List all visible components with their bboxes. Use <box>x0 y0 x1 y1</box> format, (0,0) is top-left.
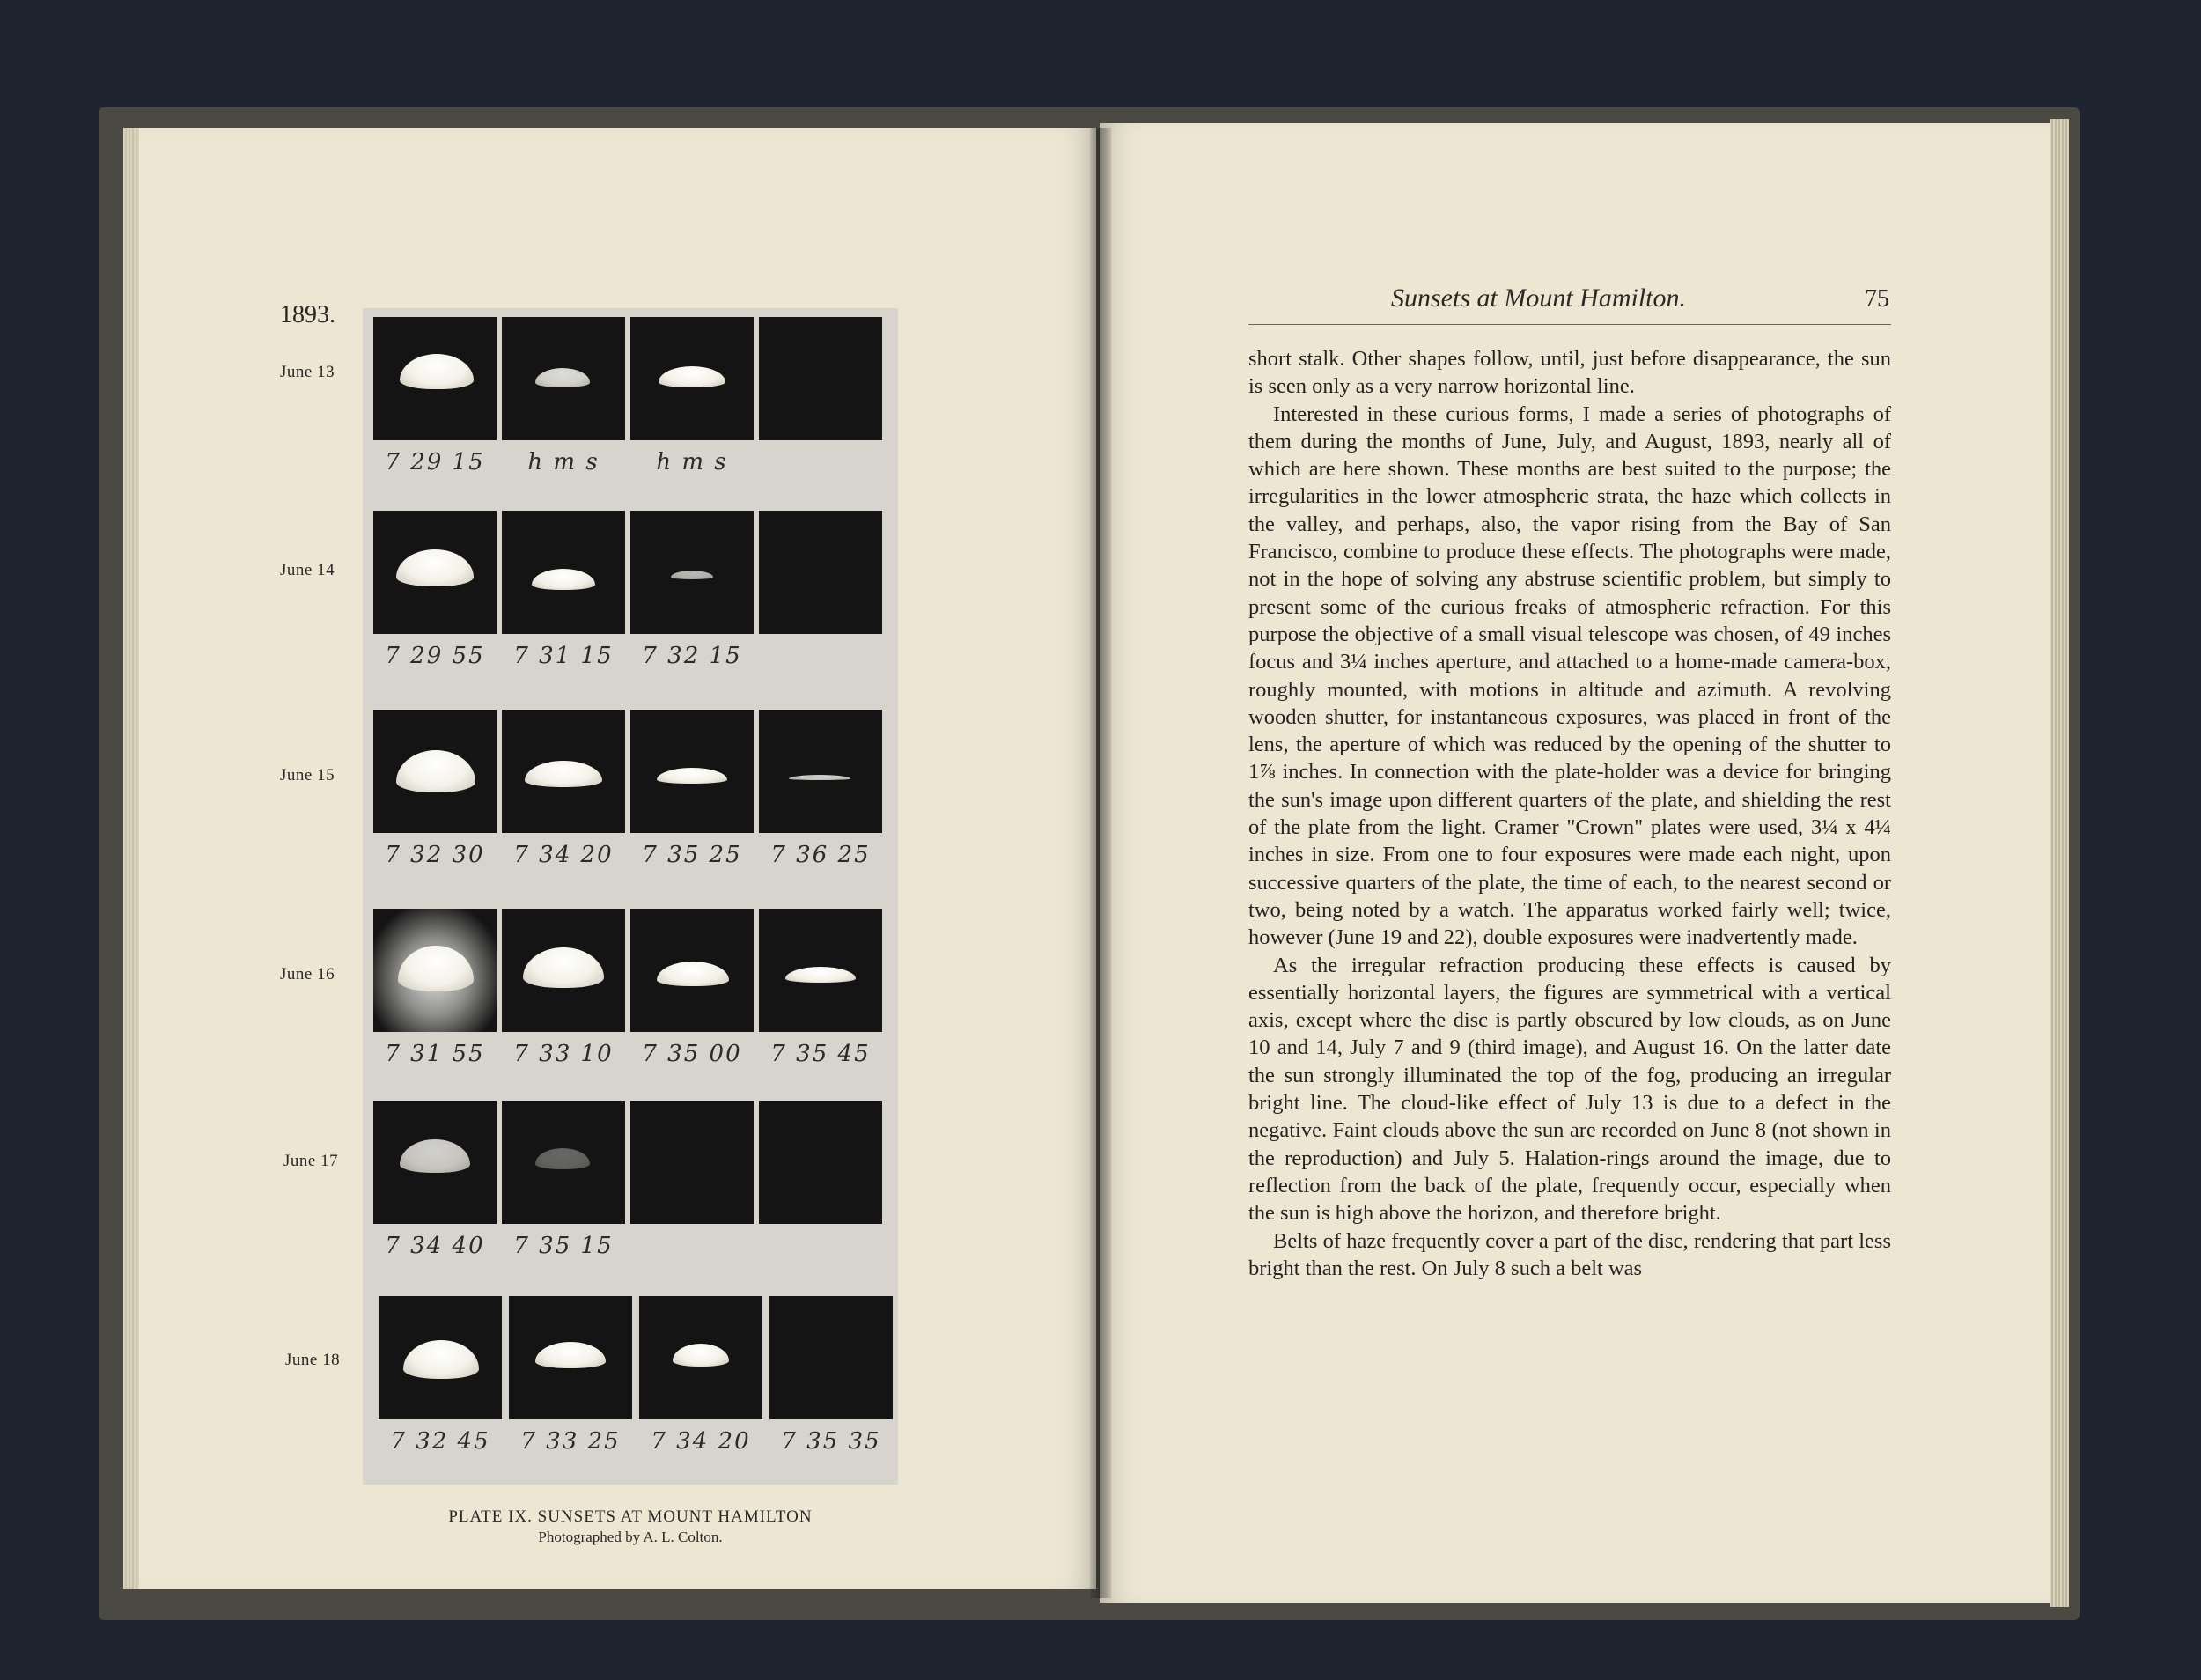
date-label: June 15 <box>280 766 335 785</box>
date-label: June 16 <box>280 965 335 984</box>
sun-photo <box>502 511 625 634</box>
photo-plate <box>363 308 898 1485</box>
exposure-time: 7 35 45 <box>770 1041 871 1067</box>
exposure-time: 7 35 35 <box>781 1428 881 1455</box>
book-gutter <box>1090 128 1111 1598</box>
sun-photo <box>373 1101 497 1224</box>
sun-photo <box>630 710 754 833</box>
right-page-edge <box>2050 119 2069 1607</box>
sun-photo-empty <box>759 511 882 634</box>
exposure-time: 7 32 45 <box>390 1428 490 1455</box>
sun-photo <box>630 511 754 634</box>
exposure-time: 7 34 20 <box>513 842 614 868</box>
exposure-time: 7 31 15 <box>513 643 614 669</box>
sun-photo-empty <box>759 1101 882 1224</box>
plate-row-june-17 <box>363 1092 898 1284</box>
sun-photo <box>759 909 882 1032</box>
exposure-time: 7 34 20 <box>651 1428 751 1455</box>
sun-photo <box>373 317 497 440</box>
date-label: June 18 <box>285 1351 341 1369</box>
sun-photo <box>509 1296 632 1419</box>
paragraph: short stalk. Other shapes follow, until, just before disappearance, the sun is seen only as a very narrow horizontal line. <box>1248 347 1891 399</box>
date-label: June 13 <box>280 363 335 381</box>
left-page-edge <box>123 128 139 1589</box>
plate-row-june-14 <box>363 502 898 694</box>
exposure-time: 7 35 15 <box>513 1233 614 1259</box>
sun-photo <box>759 710 882 833</box>
exposure-time: 7 34 40 <box>385 1233 485 1259</box>
sun-photo-empty <box>769 1296 893 1419</box>
exposure-time: h m s <box>527 449 600 475</box>
exposure-time: 7 35 25 <box>642 842 742 868</box>
plate-credit: Photographed by A. L. Colton. <box>538 1529 723 1545</box>
sun-photo <box>502 909 625 1032</box>
exposure-time: 7 32 30 <box>385 842 485 868</box>
page-number: 75 <box>1865 285 1889 313</box>
paragraph: As the irregular refraction producing these effects is caused by essentially horizontal layers, the figures are symmetrical with a vertical axis, except where the disc is partly obscured by low clouds, as on June 10 and 14, July 7 and 9 (third image), and August 16. On the latter date the sun strongly illuminated the top of the fog, producing an irregular bright line. The cloud-like effect of July 13 is due to a defect in the negative. Faint clouds above the sun are recorded on June 8 (not shown in the reproduction) and July 5. Halation-rings around the image, due to reflection from the back of the plate, frequently occur, especially when the sun is high above the horizon, and therefore bright. <box>1248 953 1891 1226</box>
plate-row-june-15 <box>363 701 898 893</box>
sun-photo-halation <box>373 909 497 1032</box>
exposure-time: 7 31 55 <box>385 1041 485 1067</box>
exposure-time: 7 36 25 <box>770 842 871 868</box>
sun-photo <box>373 511 497 634</box>
exposure-time: 7 29 55 <box>385 643 485 669</box>
sun-photo <box>502 710 625 833</box>
plate-row-june-13 <box>363 308 898 500</box>
paragraph: Interested in these curious forms, I made a series of photographs of them during the months of June, July, and August, 1893, nearly all of which are here shown. These months are best suited to the purpose; the irregularities in the lower atmospheric strata, the haze which collects in the valley, and perhaps, also, the vapor rising from the Bay of San Francisco, combine to produce these effects. The photographs were made, not in the hope of solving any abstruse scientific problem, but simply to present some of the curious freaks of atmospheric refraction. For this purpose the objective of a small visual telescope was chosen, of 49 inches focus and 3¼ inches aperture, and attached to a home-made camera-box, roughly mounted, with motions in altitude and azimuth. A revolving wooden shutter, for instantaneous exposures, was placed in front of the lens, the aperture of which was reduced by the opening of the shutter to 1⅞ inches. In connection with the plate-holder was a device for bringing the sun's image upon different quarters of the plate, and shielding the rest of the plate from the light. Cramer "Crown" plates were used, 3¼ x 4¼ inches in size. From one to four exposures were made each night, upon successive quarters of the plate, the time of each, to the nearest second or two, being noted by a watch. The apparatus worked fairly well; twice, however (June 19 and 22), double exposures were inadvertently made. <box>1248 402 1891 950</box>
exposure-time: 7 33 10 <box>513 1041 614 1067</box>
sun-photo <box>639 1296 762 1419</box>
exposure-time: h m s <box>656 449 728 475</box>
plate-caption: PLATE IX. SUNSETS AT MOUNT HAMILTON <box>448 1507 813 1526</box>
paragraph: Belts of haze frequently cover a part of the disc, rendering that part less bright than the rest. On July 8 such a belt was <box>1248 1228 1891 1280</box>
sun-photo <box>630 317 754 440</box>
sun-photo <box>502 1101 625 1224</box>
sun-photo <box>502 317 625 440</box>
exposure-time: 7 33 25 <box>520 1428 621 1455</box>
sun-photo <box>630 909 754 1032</box>
exposure-time: 7 35 00 <box>642 1041 742 1067</box>
running-head: Sunsets at Mount Hamilton. <box>1391 284 1686 313</box>
exposure-time: 7 29 15 <box>385 449 485 475</box>
exposure-time: 7 32 15 <box>642 643 742 669</box>
sun-photo-empty <box>759 317 882 440</box>
date-label: June 14 <box>280 561 335 579</box>
plate-year: 1893. <box>280 301 335 328</box>
sun-photo <box>373 710 497 833</box>
sun-photo-empty <box>630 1101 754 1224</box>
sun-photo <box>379 1296 502 1419</box>
plate-row-june-16 <box>363 900 898 1092</box>
body-text <box>1248 345 1891 1282</box>
plate-row-june-18 <box>363 1287 898 1479</box>
header-rule <box>1248 324 1891 325</box>
date-label: June 17 <box>283 1152 339 1170</box>
